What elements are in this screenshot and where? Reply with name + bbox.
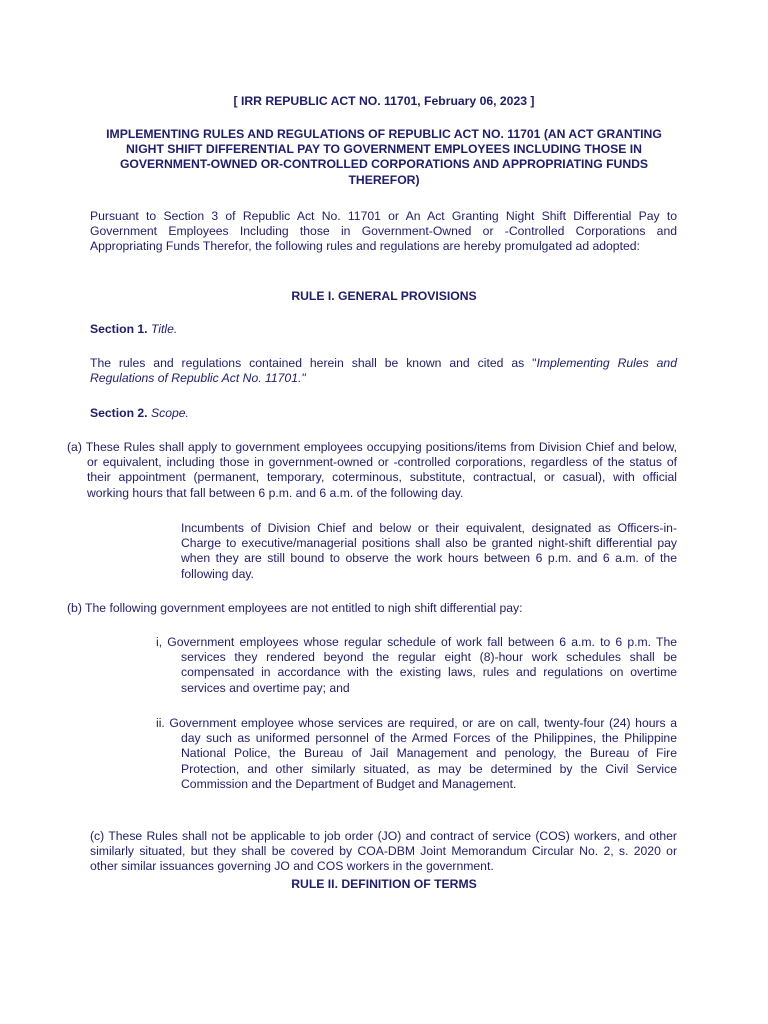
section-1-text: [90, 356, 677, 386]
section-1-text-lead: The rules and regulations contained herein shall be known and cited as ": [90, 356, 537, 370]
section-2-label: Section 2.: [90, 406, 148, 420]
document-header: [ IRR REPUBLIC ACT NO. 11701, February 06, 2023 ]: [233, 94, 535, 108]
section-1-cited-name: Implementing Rules and Regulations of Republic Act No. 11701.": [90, 356, 677, 386]
preamble-paragraph: Pursuant to Section 3 of Republic Act No. 11701 or An Act Granting Night Shift Differential Pay to Government Employees Including those in Government-Owned or -Controlled Corporations and Appropriating Funds Therefor, the following rules and regulations are hereby promulgated ad adopted:: [90, 209, 677, 254]
paragraph-b-item-i: i, Government employees whose regular schedule of work fall between 6 a.m. to 6 p.m. The services they rendered beyond the regular eight (8)-hour work schedules shall be compensated in accordance with the existing laws, rules and regulations on overtime services and overtime pay; and: [156, 635, 677, 695]
section-1-title: Title.: [150, 322, 178, 336]
paragraph-b: (b) The following government employees are not entitled to nigh shift differential pay:: [67, 601, 523, 615]
section-2-title: Scope.: [150, 406, 189, 420]
rule-2-heading: RULE II. DEFINITION OF TERMS: [291, 877, 477, 891]
document-title: IMPLEMENTING RULES AND REGULATIONS OF REPUBLIC ACT NO. 11701 (AN ACT GRANTING NIGHT SHIFT DIFFERENTIAL PAY TO GOVERNMENT EMPLOYEES INCLUDING THOSE IN GOVERNMENT-OWNED OR-CONTROLLED CORPORATIONS AND APPROPRIATING FUNDS THEREFOR): [106, 127, 662, 187]
section-2-heading: [90, 406, 677, 421]
paragraph-a: (a) These Rules shall apply to government employees occupying positions/items from Division Chief and below, or equivalent, including those in government-owned or -controlled corporations, regardless of the status of their appointment (permanent, temporary, coterminous, substitute, contractual, or casual), with official working hours that fall between 6 p.m. and 6 a.m. of the following day.: [67, 440, 677, 500]
section-1-heading: [90, 322, 677, 337]
rule-1-heading: RULE I. GENERAL PROVISIONS: [291, 289, 477, 303]
paragraph-c: (c) These Rules shall not be applicable to job order (JO) and contract of service (COS) workers, and other similarly situated, but they shall be covered by COA-DBM Joint Memorandum Circular No. 2, s. 2020 or other similar issuances governing JO and COS workers in the government.: [90, 829, 677, 874]
section-1-label: Section 1.: [90, 322, 148, 336]
paragraph-b-item-ii: ii. Government employee whose services are required, or are on call, twenty-four (24) hours a day such as uniformed personnel of the Armed Forces of the Philippines, the Philippine National Police, the Bureau of Jail Management and penology, the Bureau of Fire Protection, and other similarly situated, as may be determined by the Civil Service Commission and the Department of Budget and Management.: [156, 716, 677, 791]
paragraph-a-sub: Incumbents of Division Chief and below or their equivalent, designated as Officers-in-Charge to executive/managerial positions shall also be granted night-shift differential pay when they are still bound to observe the work hours between 6 p.m. and 6 a.m. of the following day.: [181, 521, 677, 581]
